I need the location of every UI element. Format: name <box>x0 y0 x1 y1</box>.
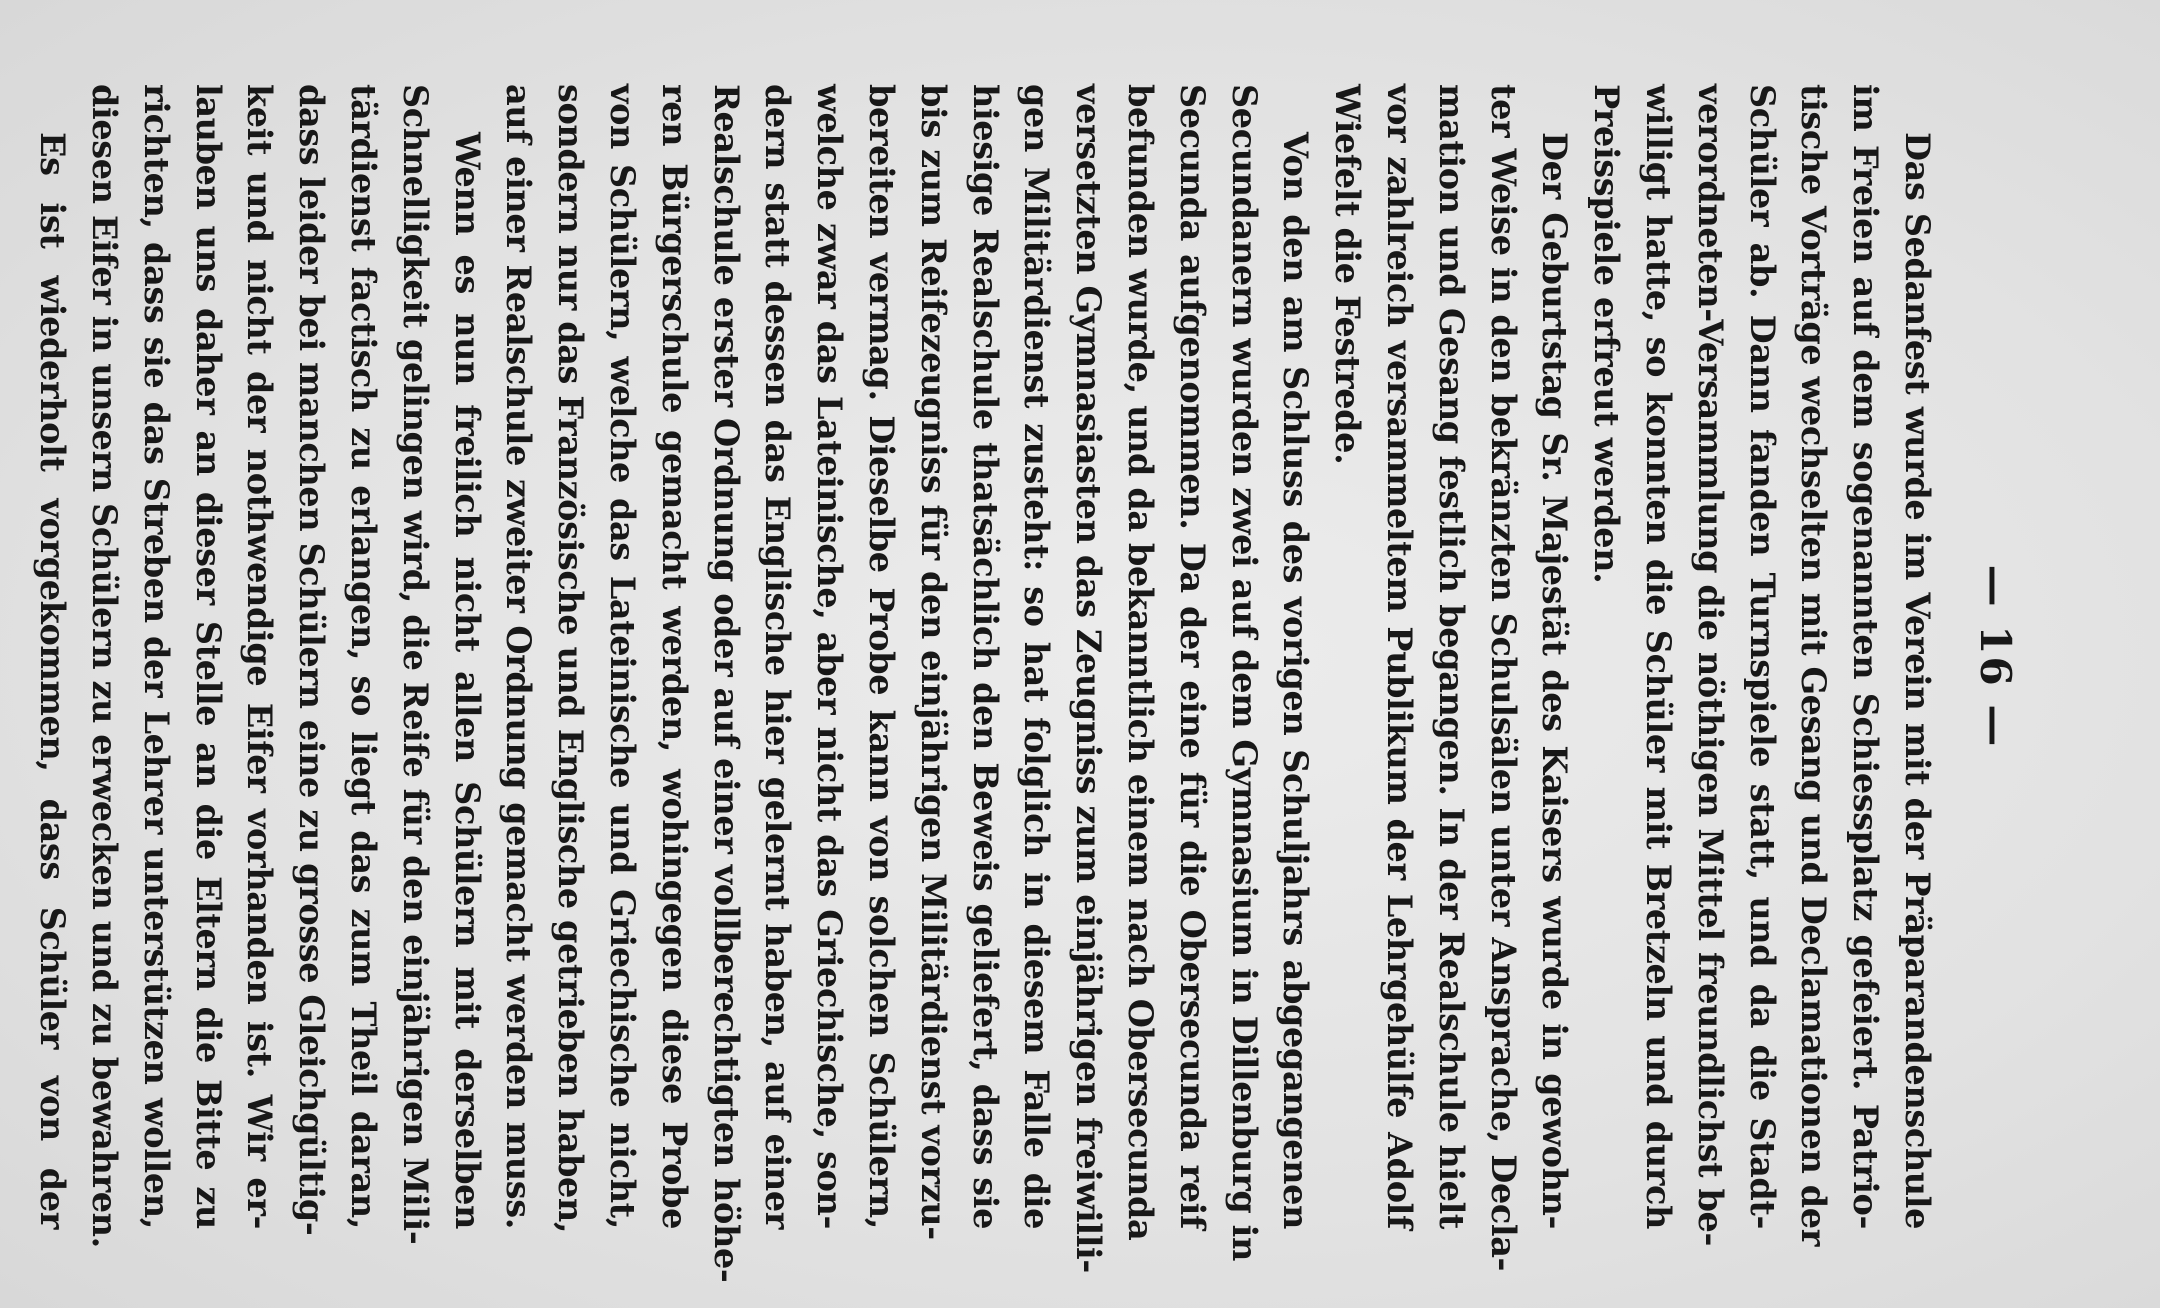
rotated-text-frame <box>0 24 2160 1284</box>
page-body <box>33 84 2030 1283</box>
page-number: — 16 — <box>1971 564 2020 749</box>
text-line: bis zum Reifezeugniss für den einjährigen Militärdienst vorzu- <box>913 84 953 1240</box>
text-line: hiesige Realschule thatsächlich den Beweis geliefert, dass sie <box>965 84 1005 1229</box>
text-line: Wiefelt die Festrede. <box>1328 84 1368 465</box>
text-line: welche zwar das Lateinische, aber nicht das Griechische, son- <box>810 84 850 1229</box>
text-line: Secundanern wurden zwei auf dem Gymnasium in Dillenburg in <box>1224 84 1264 1261</box>
text-line: ter Weise in den bekränzten Schulsälen unter Ansprache, Decla- <box>1483 84 1523 1272</box>
text-line: Wenn es nun freilich nicht allen Schülern mit derselben <box>447 132 487 1229</box>
text-block <box>27 84 1943 1283</box>
text-line: verordneten-Versammlung die nöthigen Mittel freundlichst be- <box>1690 84 1730 1246</box>
text-line: tische Vorträge wechselten mit Gesang und Declamationen der <box>1794 84 1834 1246</box>
text-line: sondern nur das Französische und Englische getrieben haben, <box>551 84 591 1234</box>
text-line: Realschule erster Ordnung oder auf einer vollberechtigten höhe- <box>706 84 746 1283</box>
text-line: bereiten vermag. Dieselbe Probe kann von solchen Schülern, <box>862 84 902 1229</box>
text-line: gen Militärdienst zusteht: so hat folglich in diesem Falle die <box>1017 84 1057 1229</box>
text-line: Das Sedanfest wurde im Verein mit der Präparandenschule <box>1898 132 1937 1229</box>
text-line: vor zahlreich versammeltem Publikum der Lehrgehülfe Adolf <box>1380 84 1420 1229</box>
text-line: richten, dass sie das Streben der Lehrer unterstützen wollen, <box>136 84 176 1229</box>
text-line: mation und Gesang festlich begangen. In der Realschule hielt <box>1431 84 1471 1229</box>
text-line: Der Geburtstag Sr. Majestät des Kaisers wurde in gewohn- <box>1535 132 1575 1229</box>
text-line: lauben uns daher an dieser Stelle an die Eltern die Bitte zu <box>188 84 228 1229</box>
text-line: Schüler ab. Dann fanden Turnspiele statt, und da die Stadt- <box>1742 84 1782 1229</box>
text-line: tärdienst factisch zu erlangen, so liegt das zum Theil daran, <box>344 84 384 1229</box>
text-line: Secunda aufgenommen. Da der eine für die Obersecunda reif <box>1172 84 1212 1229</box>
text-line: diesen Eifer in unsern Schülern zu erwecken und zu bewahren. <box>85 84 125 1248</box>
text-line: keit und nicht der nothwendige Eifer vorhanden ist. Wir er- <box>240 84 280 1229</box>
text-line: Von den am Schluss des vorigen Schuljahrs abgegangenen <box>1276 132 1316 1229</box>
text-line: von Schülern, welche das Lateinische und Griechische nicht, <box>603 84 643 1229</box>
text-line: willigt hatte, so konnten die Schüler mit Bretzeln und durch <box>1639 84 1679 1229</box>
text-line: Preisspiele erfreut werden. <box>1587 84 1627 584</box>
text-line: Schnelligkeit gelingen wird, die Reife für den einjährigen Mili- <box>395 84 435 1245</box>
text-line: dass leider bei manchen Schülern eine zu grosse Gleichgültig- <box>292 84 332 1236</box>
text-line: im Freien auf dem sogenannten Schiessplatz gefeiert. Patrio- <box>1846 84 1886 1229</box>
text-line: ren Bürgerschule gemacht werden, wohingegen diese Probe <box>654 84 694 1229</box>
text-line: dern statt dessen das Englische hier gelernt haben, auf einer <box>758 84 798 1229</box>
text-line: befunden wurde, und da bekanntlich einem nach Obersecunda <box>1121 84 1161 1241</box>
text-line: versetzten Gymnasiasten das Zeugniss zum einjährigen freiwilli- <box>1069 84 1109 1273</box>
text-line: auf einer Realschule zweiter Ordnung gemacht werden muss. <box>499 84 539 1229</box>
text-line: Es ist wiederholt vorgekommen, dass Schüler von der <box>33 132 73 1229</box>
